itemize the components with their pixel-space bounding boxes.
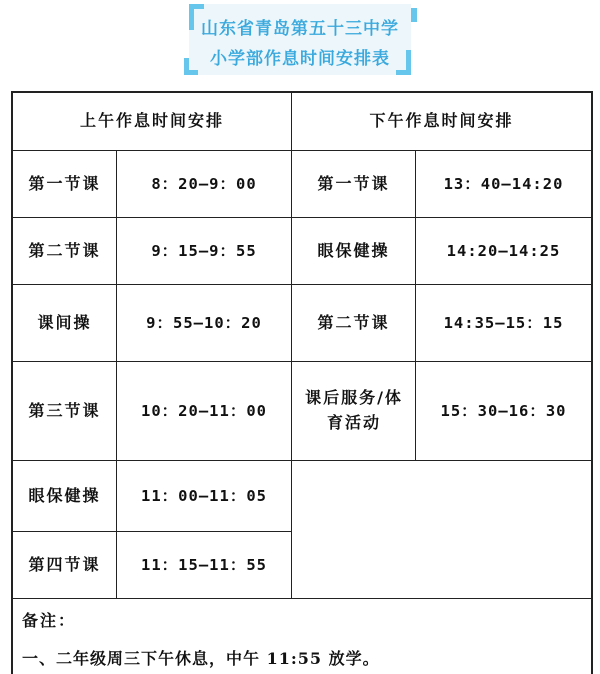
table-cell-morning-time: 9：15—9：55 [151, 241, 257, 260]
table-cell-morning-time: 9：55—10：20 [146, 313, 262, 332]
table-cell-morning-time: 8：20—9：00 [151, 174, 257, 193]
title-corner-accent [194, 4, 204, 9]
table-border [591, 91, 593, 674]
row-divider [11, 598, 593, 599]
table-cell-morning-item: 眼保健操 [28, 485, 101, 505]
school-name: 山东省青岛第五十三中学 [201, 19, 399, 39]
table-cell-morning-item: 第二节课 [28, 240, 101, 260]
table-cell-morning-time: 11：00—11：05 [141, 486, 267, 505]
table-cell-afternoon-item: 第二节课 [317, 312, 390, 332]
table-cell-afternoon-time: 14:35—15：15 [443, 313, 564, 332]
table-cell-afternoon-item: 课后服务/体育活动 [305, 388, 403, 432]
table-cell-morning-item: 第三节课 [28, 400, 101, 420]
schedule-title: 小学部作息时间安排表 [210, 49, 390, 69]
table-cell-afternoon-item: 眼保健操 [317, 240, 390, 260]
table-cell-morning-item: 第一节课 [28, 173, 101, 193]
title-corner-accent [411, 8, 417, 22]
morning-header: 上午作息时间安排 [79, 111, 224, 131]
title-corner-accent [184, 70, 198, 75]
title-corner-accent [396, 70, 406, 75]
table-cell-afternoon-item: 第一节课 [317, 173, 390, 193]
table-cell-morning-time: 10：20—11：00 [141, 401, 267, 420]
notes-text: 一、二年级周三下午休息，中午 11:55 放学。 [22, 649, 380, 668]
table-cell-afternoon-time: 14:20—14:25 [446, 241, 561, 260]
table-cell-morning-time: 11：15—11：55 [141, 555, 267, 574]
table-cell-morning-item: 课间操 [37, 312, 92, 332]
notes-label: 备注： [22, 611, 77, 630]
table-cell-afternoon-time: 15：30—16：30 [440, 401, 567, 420]
table-cell-morning-item: 第四节课 [28, 554, 101, 574]
afternoon-header: 下午作息时间安排 [369, 111, 514, 131]
table-cell-afternoon-time: 13：40—14:20 [443, 174, 564, 193]
